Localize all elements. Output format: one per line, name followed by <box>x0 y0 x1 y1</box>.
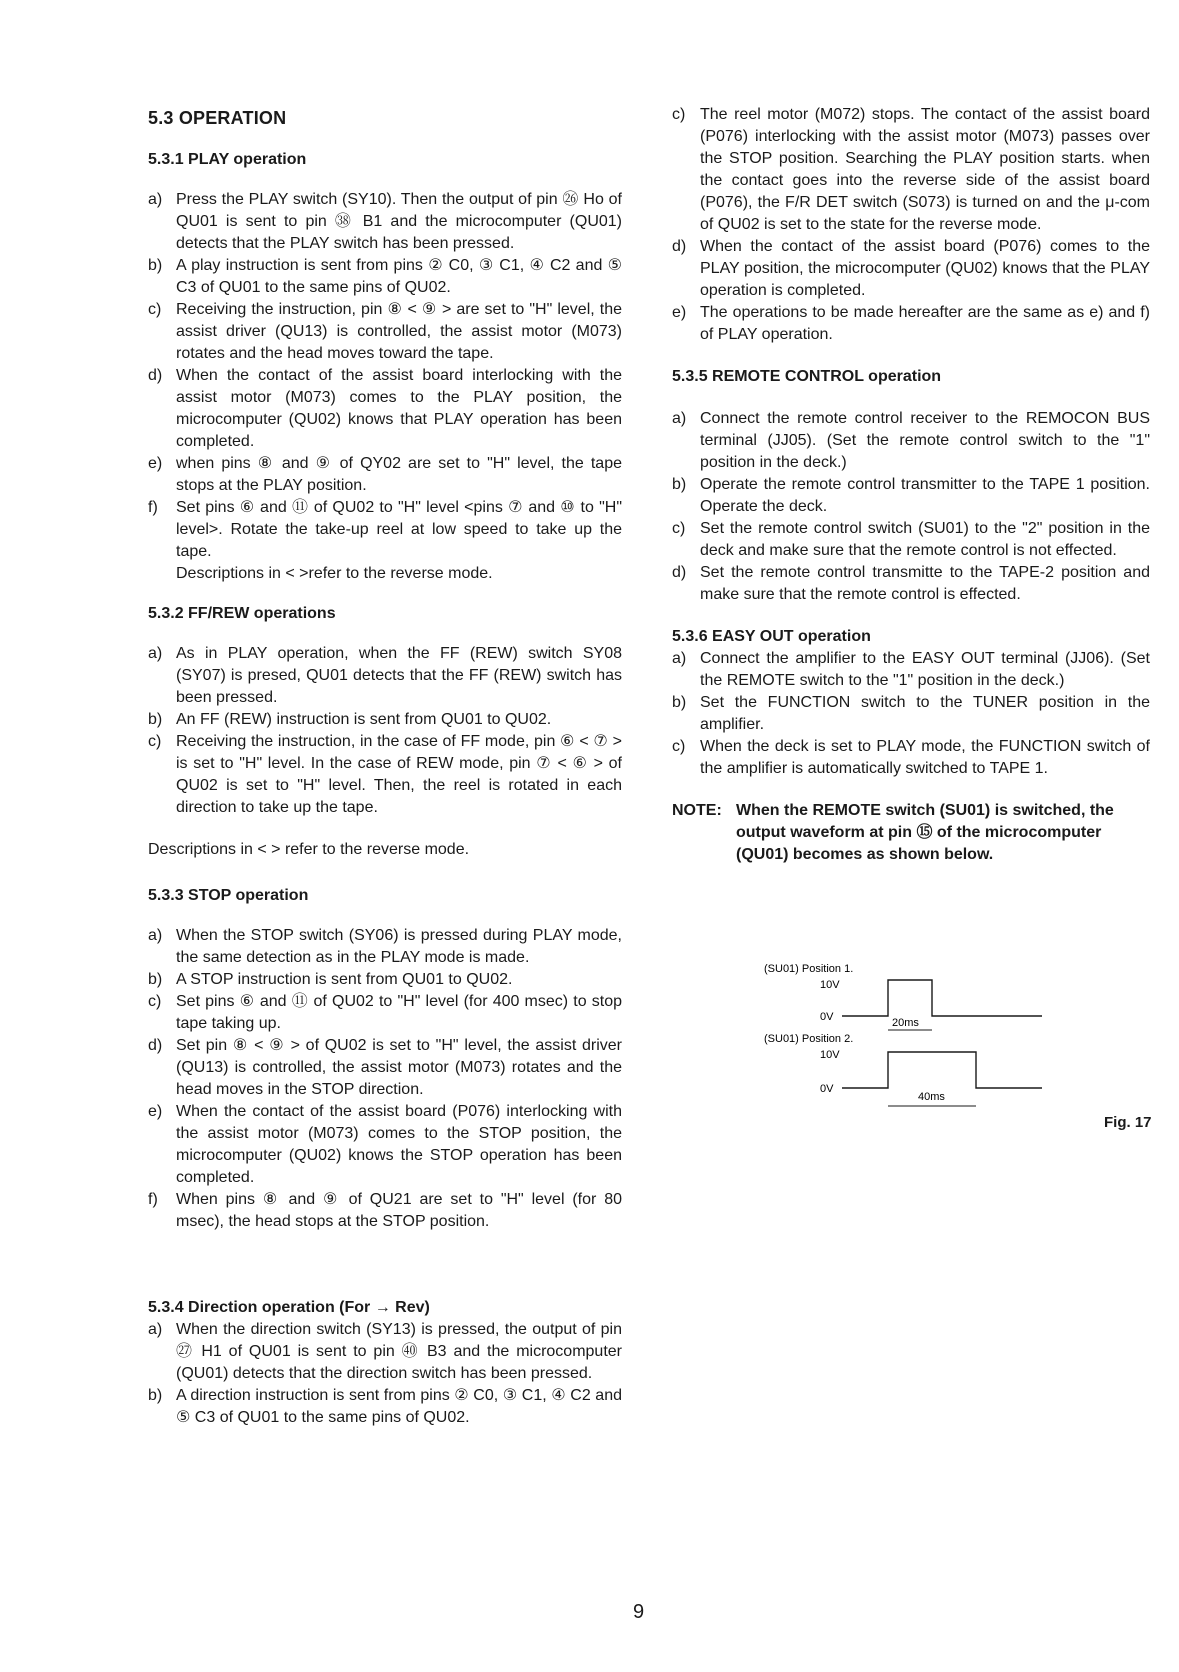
pulse-2-width-label: 40ms <box>918 1091 945 1103</box>
section-5-3-4-continued <box>672 104 1150 346</box>
list-item: b) A STOP instruction is sent from QU01 to QU02. <box>148 971 513 988</box>
waveform-figure <box>752 960 1062 1120</box>
page-number: 9 <box>633 1601 645 1623</box>
list-item: c) When the deck is set to PLAY mode, the FUNCTION switch of the amplifier is automatically switched to TAPE 1. <box>672 738 1150 777</box>
list-item: c) Receiving the instruction, in the case of FF mode, pin ⑥ < ⑦ > is set to "H" level. In the case of REW mode, pin ⑦ < ⑥ > of QU02 is set to "H" level. Then, the reel is rotated in each direction to take up the tape. <box>148 733 622 816</box>
list-item: b) Operate the remote control transmitter to the TAPE 1 position. Operate the deck. <box>672 476 1150 515</box>
reverse-mode-note: Descriptions in < >refer to the reverse mode. <box>176 565 493 582</box>
list-item: c) The reel motor (M072) stops. The contact of the assist board (P076) interlocking with the assist motor (M073) passes over the STOP position. Searching the PLAY position starts. when the contact goes into the reverse side of the assist board (P076), the F/R DET switch (S073) is turned on and the μ-com of QU02 is set to the state for the reverse mode. <box>672 106 1150 233</box>
pulse-2-low-label: 0V <box>820 1083 834 1095</box>
remote-switch-note <box>672 800 1150 866</box>
section-heading: 5.3.3 STOP operation <box>148 887 309 904</box>
pulse-1-low-label: 0V <box>820 1011 834 1023</box>
pulse-2-high-label: 10V <box>820 1049 840 1061</box>
pulse-1-waveform <box>842 980 1042 1016</box>
section-5-3-1 <box>148 149 622 585</box>
list-item: e) The operations to be made hereafter are the same as e) and f) of PLAY operation. <box>672 304 1150 343</box>
section-heading: 5.3.2 FF/REW operations <box>148 605 336 622</box>
list-item: f) When pins ⑧ and ⑨ of QU21 are set to "H" level (for 80 msec), the head stops at the STOP position. <box>148 1191 622 1230</box>
list-item: b) A direction instruction is sent from pins ② C0, ③ C1, ④ C2 and ⑤ C3 of QU01 to the same pins of QU02. <box>148 1387 622 1426</box>
list-item: d) Set pin ⑧ < ⑨ > of QU02 is set to "H" level, the assist driver (QU13) is controlled, the assist motor (M073) rotates and the head moves in the STOP direction. <box>148 1037 622 1098</box>
position-1-label: (SU01) Position 1. <box>764 963 854 975</box>
list-item: a) Connect the amplifier to the EASY OUT terminal (JJ06). (Set the REMOTE switch to the "1" position in the deck.) <box>672 650 1150 689</box>
section-heading: 5.3.1 PLAY operation <box>148 151 307 168</box>
list-item: d) Set the remote control transmitte to the TAPE-2 position and make sure that the remote control is effected. <box>672 564 1150 603</box>
position-2-label: (SU01) Position 2. <box>764 1033 854 1045</box>
list-item: b) A play instruction is sent from pins ② C0, ③ C1, ④ C2 and ⑤ C3 of QU01 to the same pins of QU02. <box>148 257 622 296</box>
section-title: 5.3 OPERATION <box>148 108 287 128</box>
list-item: a) Press the PLAY switch (SY10). Then the output of pin ㉖ Ho of QU01 is sent to pin ㊳ B1 and the microcomputer (QU01) detects that the PLAY switch has been pressed. <box>148 191 622 252</box>
pulse-1-width-label: 20ms <box>892 1017 919 1029</box>
list-item: a) When the STOP switch (SY06) is pressed during PLAY mode, the same detection as in the PLAY mode is made. <box>148 927 622 966</box>
list-item: c) Set the remote control switch (SU01) to the "2" position in the deck and make sure that the remote control is not effected. <box>672 520 1150 559</box>
list-item: a) As in PLAY operation, when the FF (REW) switch SY08 (SY07) is presed, QU01 detects that the FF (REW) switch has been pressed. <box>148 645 622 706</box>
list-item: a) When the direction switch (SY13) is pressed, the output of pin ㉗ H1 of QU01 is sent to pin ㊵ B3 and the microcomputer (QU01) detects that the direction switch has been pressed. <box>148 1321 622 1382</box>
left-column <box>148 96 622 1429</box>
section-heading: 5.3.6 EASY OUT operation <box>672 628 871 645</box>
list-item: f) Set pins ⑥ and ⑪ of QU02 to "H" level <pins ⑦ and ⑩ to "H" level>. Rotate the take-up reel at low speed to take up the tape. Descriptions in < >refer to the reverse mode. <box>148 497 622 585</box>
pulse-2-waveform <box>842 1052 1042 1088</box>
list-item: c) Receiving the instruction, pin ⑧ < ⑨ > are set to "H" level, the assist driver (QU13) is controlled, the assist motor (M073) rotates and the head moves toward the tape. <box>148 301 622 362</box>
list-item: d) When the contact of the assist board interlocking with the assist motor (M073) comes to the PLAY position, the microcomputer (QU02) knows that PLAY operation has been completed. <box>148 367 622 450</box>
section-heading: 5.3.5 REMOTE CONTROL operation <box>672 368 942 385</box>
list-item: d) When the contact of the assist board (P076) comes to the PLAY position, the microcomputer (QU02) knows that the PLAY operation is completed. <box>672 238 1150 299</box>
list-item: e) when pins ⑧ and ⑨ of QY02 are set to "H" level, the tape stops at the PLAY position. <box>148 455 622 494</box>
section-5-3-4 <box>148 1297 622 1429</box>
note-text: When the REMOTE switch (SU01) is switched, the output waveform at pin ⑮ of the microcomputer (QU01) becomes as shown below. <box>736 802 1114 863</box>
right-column <box>672 96 1150 866</box>
note-label: NOTE: <box>672 802 722 819</box>
list-item: c) Set pins ⑥ and ⑪ of QU02 to "H" level (for 400 msec) to stop tape taking up. <box>148 993 622 1032</box>
list-item: e) When the contact of the assist board (P076) interlocking with the assist motor (M073) comes to the STOP position, the microcomputer (QU02) knows the STOP operation has been completed. <box>148 1103 622 1186</box>
section-5-3-6 <box>672 626 1150 780</box>
pulse-1-high-label: 10V <box>820 979 840 991</box>
reverse-mode-note: Descriptions in < > refer to the reverse mode. <box>148 841 470 858</box>
section-5-3-5 <box>672 366 1150 606</box>
list-item: b) Set the FUNCTION switch to the TUNER position in the amplifier. <box>672 694 1150 733</box>
list-item: b) An FF (REW) instruction is sent from QU01 to QU02. <box>148 711 552 728</box>
figure-caption: Fig. 17 <box>1104 1114 1152 1131</box>
list-item: a) Connect the remote control receiver to the REMOCON BUS terminal (JJ05). (Set the remote control switch to the "1" position in the deck.) <box>672 410 1150 471</box>
section-heading: 5.3.4 Direction operation (For → Rev) <box>148 1299 430 1316</box>
section-5-3-3 <box>148 885 622 1233</box>
section-5-3-2 <box>148 603 622 861</box>
